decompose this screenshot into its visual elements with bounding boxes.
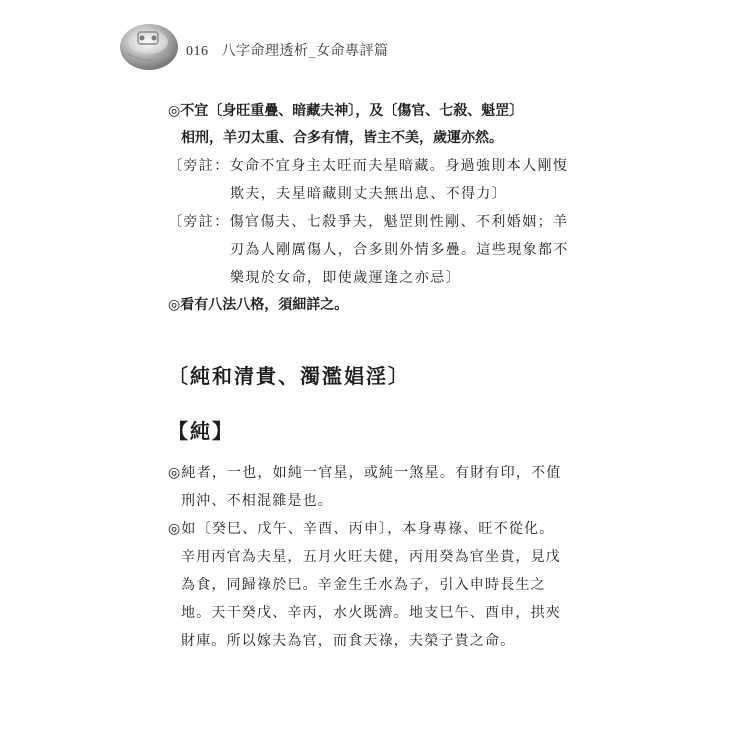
note1-line-1: 〔旁註：女命不宜身主太旺而夫星暗藏。身過強則本人剛愎 <box>168 158 569 174</box>
para2-line-3: 為食，同歸祿於巳。辛金生壬水為子，引入申時長生之 <box>181 577 546 593</box>
page-number: 016 <box>186 44 209 59</box>
book-title: 八字命理透析_女命專評篇 <box>221 43 389 59</box>
rule-line-1: ◎不宜〔身旺重疊、暗藏夫神〕，及〔傷官、七殺、魁罡〕 <box>168 103 524 119</box>
rule-line-2: 相刑，羊刃太重、合多有情，皆主不美，歲運亦然。 <box>181 130 503 146</box>
para2-line-5: 財庫。所以嫁夫為官，而食天祿，夫榮子貴之命。 <box>181 633 516 649</box>
note2-line-3: 樂現於女命，即使歲運逢之亦忌〕 <box>230 270 461 286</box>
note2-line-2: 刃為人剛厲傷人，合多則外情多疊。這些現象都不 <box>230 242 569 258</box>
para1-line-2: 刑沖、不相混雜是也。 <box>181 493 333 509</box>
rule-line-3: ◎看有八法八格，須細詳之。 <box>168 297 349 313</box>
subsection-title: 【純】 <box>168 419 234 443</box>
para1-line-1: ◎純者，一也，如純一官星，或純一煞星。有財有印，不值 <box>168 465 562 481</box>
note1-line-2: 欺夫，夫星暗藏則丈夫無出息、不得力〕 <box>230 186 508 202</box>
note2-line-1: 〔旁註：傷官傷夫、七殺爭夫，魁罡則性剛、不利婚姻；羊 <box>168 214 569 230</box>
para2-line-2: 辛用丙官為夫星，五月火旺夫健，丙用癸為官坐貴，見戊 <box>181 549 561 565</box>
section-title: 〔純和清貴、濁濫娼淫〕 <box>168 364 410 388</box>
header-ornament-icon <box>118 18 180 72</box>
running-head <box>186 40 388 60</box>
para2-line-4: 地。天干癸戊、辛丙，水火既濟。地支巳午、酉申，拱夾 <box>181 605 561 621</box>
para2-line-1: ◎如〔癸巳、戊午、辛酉、丙申〕，本身專祿、旺不從化。 <box>168 521 555 537</box>
